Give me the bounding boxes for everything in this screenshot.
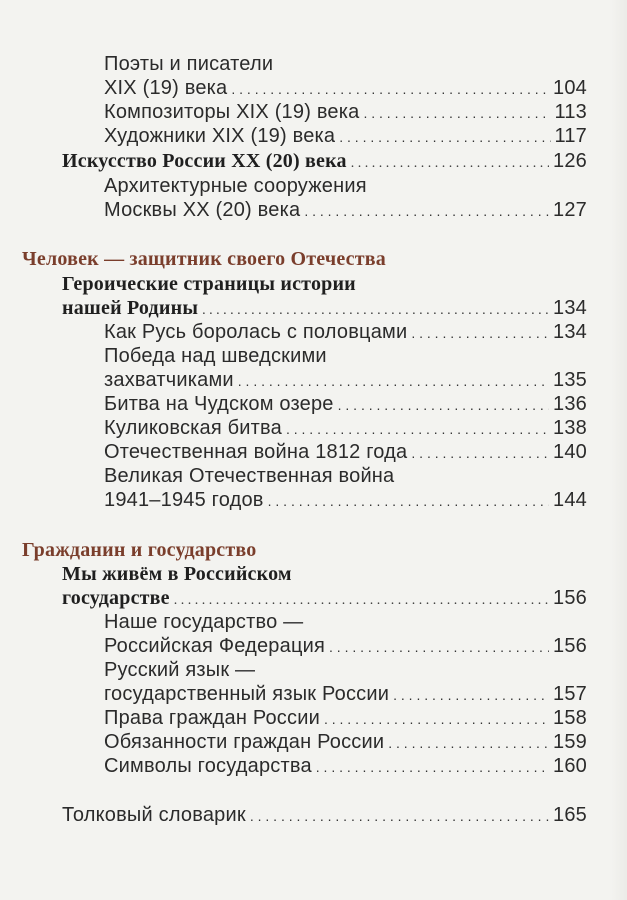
toc-topic <box>62 296 587 320</box>
toc-topic <box>62 586 587 610</box>
leader-dots <box>286 416 549 441</box>
toc-entry <box>104 392 587 416</box>
leader-dots <box>388 730 549 755</box>
toc-entry <box>104 706 587 730</box>
leader-dots <box>329 634 549 659</box>
toc-page-number: 135 <box>553 369 587 391</box>
leader-dots <box>324 706 549 731</box>
toc-section-heading <box>22 247 587 271</box>
toc-entry-text: Как Русь боролась с половцами <box>104 321 408 343</box>
leader-dots <box>202 296 549 323</box>
toc-entry-text: Отечественная война 1812 года <box>104 441 408 463</box>
toc-entry-text: Мы живём в Российском <box>62 563 292 585</box>
toc-entry <box>104 634 587 658</box>
leader-dots <box>411 320 549 345</box>
toc-page-number: 144 <box>553 489 587 511</box>
toc-page-number: 157 <box>553 683 587 705</box>
section-title: Человек — защитник своего Отечества <box>22 248 386 270</box>
toc-entry-text: 1941–1945 годов <box>104 489 264 511</box>
toc-entry <box>104 610 587 634</box>
toc-page-number: 165 <box>553 804 587 826</box>
toc-entry-text: Наше государство — <box>104 611 304 633</box>
leader-dots <box>339 124 550 149</box>
toc-entry <box>104 344 587 368</box>
toc-entry <box>104 100 587 124</box>
toc-page-number: 134 <box>553 321 587 343</box>
toc-page-number: 117 <box>554 125 587 147</box>
leader-dots <box>238 368 549 393</box>
toc-entry <box>104 52 587 76</box>
toc-entry-text: Художники XIX (19) века <box>104 125 336 147</box>
toc-entry <box>104 416 587 440</box>
toc-entry-text: Российская Федерация <box>104 635 326 657</box>
toc-page-number: 158 <box>553 707 587 729</box>
toc-entry <box>62 803 587 827</box>
toc-entry <box>104 658 587 682</box>
toc-topic <box>62 272 587 296</box>
toc-page-number: 156 <box>553 587 587 609</box>
toc-page-number: 160 <box>553 755 587 777</box>
toc-topic <box>62 149 587 173</box>
page-edge-shadow <box>611 0 627 900</box>
leader-dots <box>268 488 549 513</box>
toc-entry <box>104 76 587 100</box>
toc-entry-text: государстве <box>62 587 170 609</box>
leader-dots <box>316 754 549 779</box>
leader-dots <box>250 803 549 828</box>
toc-topic <box>62 562 587 586</box>
toc-entry-text: Москвы XX (20) века <box>104 199 301 221</box>
toc-entry <box>104 464 587 488</box>
toc-entry-text: Русский язык — <box>104 659 256 681</box>
leader-dots <box>231 76 549 101</box>
toc-entry-text: Героические страницы истории <box>62 273 356 295</box>
toc-page-number: 127 <box>553 199 587 221</box>
toc-entry <box>104 488 587 512</box>
section-title: Гражданин и государство <box>22 539 257 561</box>
toc-entry-text: Толковый словарик <box>62 804 246 826</box>
toc-entry <box>104 682 587 706</box>
toc-page-number: 138 <box>553 417 587 439</box>
toc-page-number: 126 <box>553 150 587 172</box>
leader-dots <box>304 198 549 223</box>
toc-entry-text: государственный язык России <box>104 683 390 705</box>
toc-page-number: 136 <box>553 393 587 415</box>
toc-entry <box>104 730 587 754</box>
toc-section-heading <box>22 538 587 562</box>
leader-dots <box>338 392 549 417</box>
toc-entry <box>104 174 587 198</box>
toc-entry-text: Искусство России XX (20) века <box>62 150 347 172</box>
leader-dots <box>351 149 549 176</box>
toc-page-number: 113 <box>554 101 587 123</box>
toc-entry-text: Символы государства <box>104 755 312 777</box>
toc-entry-text: XIX (19) века <box>104 77 228 99</box>
toc-page-number: 159 <box>553 731 587 753</box>
toc-entry-text: Архитектурные сооружения <box>104 175 367 197</box>
toc-entry-text: Битва на Чудском озере <box>104 393 334 415</box>
toc-entry-text: Победа над шведскими <box>104 345 327 367</box>
toc-entry-text: Поэты и писатели <box>104 53 274 75</box>
toc-entry-text: Композиторы XIX (19) века <box>104 101 360 123</box>
leader-dots <box>363 100 550 125</box>
toc-entry-text: нашей Родины <box>62 297 199 319</box>
toc-page-number: 140 <box>553 441 587 463</box>
leader-dots <box>393 682 549 707</box>
toc-page-number: 156 <box>553 635 587 657</box>
toc-entry-text: Куликовская битва <box>104 417 282 439</box>
toc-entry-text: Обязанности граждан России <box>104 731 385 753</box>
toc-page-number: 104 <box>553 77 587 99</box>
toc-entry-text: Великая Отечественная война <box>104 465 395 487</box>
toc-entry <box>104 754 587 778</box>
toc-entry <box>104 198 587 222</box>
leader-dots <box>174 586 549 613</box>
toc-entry <box>104 368 587 392</box>
toc-entry <box>104 440 587 464</box>
toc-entry <box>104 320 587 344</box>
toc-page-number: 134 <box>553 297 587 319</box>
toc-entry-text: захватчиками <box>104 369 234 391</box>
toc-entry-text: Права граждан России <box>104 707 320 729</box>
toc-entry <box>104 124 587 148</box>
leader-dots <box>411 440 549 465</box>
